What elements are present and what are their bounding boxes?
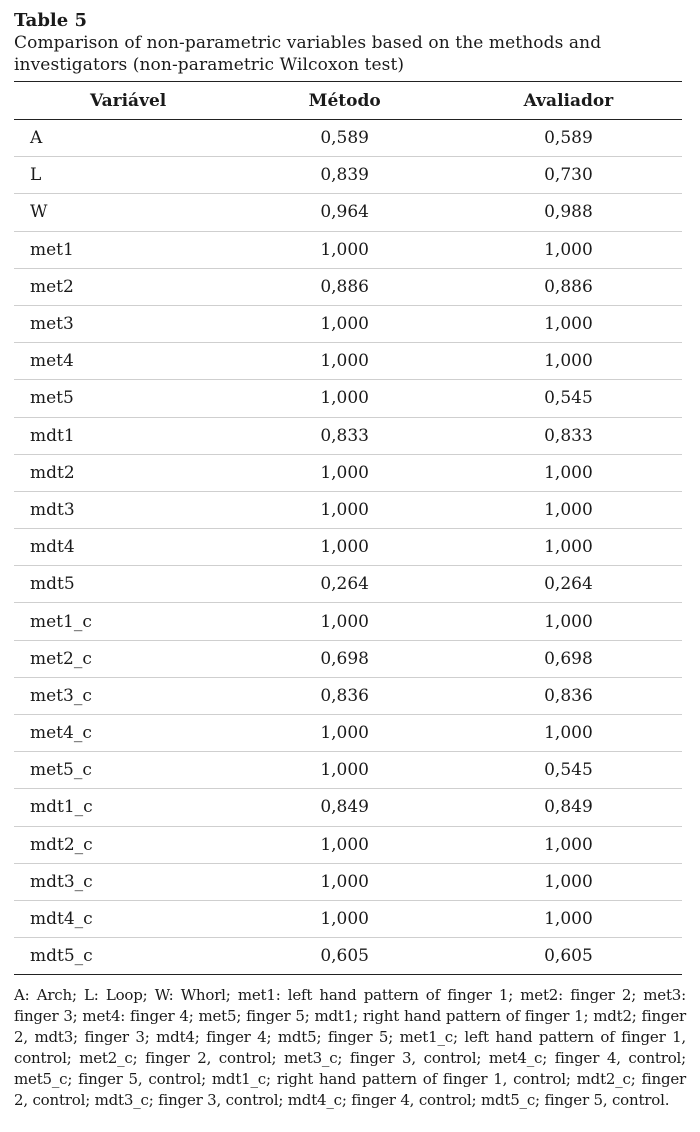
cell-metodo: 1,000 xyxy=(234,752,454,789)
cell-avaliador: 0,545 xyxy=(455,752,682,789)
cell-variavel: mdt3_c xyxy=(30,871,93,892)
cell-variavel: met4_c xyxy=(30,723,92,744)
table-row xyxy=(14,529,682,566)
cell-metodo: 0,698 xyxy=(320,648,369,669)
cell-avaliador: 1,000 xyxy=(455,900,682,937)
cell-variavel: met3_c xyxy=(14,677,234,714)
cell-avaliador: 1,000 xyxy=(544,871,593,892)
table-row xyxy=(14,566,682,603)
cell-metodo: 1,000 xyxy=(234,826,454,863)
cell-avaliador: 0,833 xyxy=(544,425,593,446)
cell-variavel: mdt2_c xyxy=(14,826,234,863)
cell-avaliador: 0,264 xyxy=(544,574,593,595)
results-table xyxy=(14,81,682,975)
cell-variavel: met5_c xyxy=(14,752,234,789)
cell-variavel: mdt4 xyxy=(14,529,234,566)
table-row xyxy=(14,640,682,677)
cell-metodo: 1,000 xyxy=(234,231,454,268)
cell-variavel: met4 xyxy=(30,351,74,372)
cell-avaliador: 1,000 xyxy=(544,723,593,744)
table-row xyxy=(14,268,682,305)
cell-avaliador: 0,605 xyxy=(544,946,593,967)
table-row xyxy=(14,454,682,491)
table-header xyxy=(14,82,682,120)
table-row xyxy=(14,120,682,157)
cell-variavel: mdt1_c xyxy=(30,797,93,818)
cell-metodo: 0,605 xyxy=(320,946,369,967)
table-row xyxy=(14,900,682,937)
cell-variavel: L xyxy=(14,157,234,194)
cell-avaliador: 1,000 xyxy=(455,454,682,491)
cell-avaliador: 0,886 xyxy=(544,276,593,297)
table-row xyxy=(14,789,682,826)
table-row xyxy=(14,938,682,975)
cell-variavel: mdt5 xyxy=(30,574,75,595)
table-row xyxy=(14,305,682,342)
cell-avaliador: 0,698 xyxy=(544,648,593,669)
cell-metodo: 1,000 xyxy=(234,603,454,640)
cell-metodo: 1,000 xyxy=(234,900,454,937)
cell-metodo: 0,964 xyxy=(320,202,369,223)
cell-avaliador: 0,730 xyxy=(455,157,682,194)
table-footnote: A: Arch; L: Loop; W: Whorl; met1: left hand pattern of finger 1; met2: finger 2; met3: finger 3; met4: finger 4; met5; finger 5; mdt1; right hand pattern of finger 1; mdt2; finger 2, mdt3; finger 3; mdt4; finger 4; mdt5; finger 5; met1_c; left hand pattern of finger 1, control; met2_c; finger 2, control; met3_c; finger 3, control; met4_c; finger 4, control; met5_c; finger 5, control; mdt1_c; right hand pattern of finger 1, control; mdt2_c; finger 2, control; mdt3_c; finger 3, control; mdt4_c; finger 4, control; mdt5_c; finger 5, control. xyxy=(14,986,686,1110)
cell-metodo: 0,589 xyxy=(320,128,369,149)
table-row xyxy=(14,417,682,454)
cell-avaliador: 0,589 xyxy=(544,128,593,149)
table-row xyxy=(14,231,682,268)
table-row xyxy=(14,677,682,714)
cell-avaliador: 1,000 xyxy=(544,499,593,520)
cell-variavel: met1_c xyxy=(14,603,234,640)
table-row xyxy=(14,194,682,231)
cell-metodo: 1,000 xyxy=(234,380,454,417)
cell-avaliador: 1,000 xyxy=(544,351,593,372)
cell-metodo: 0,833 xyxy=(320,425,369,446)
cell-metodo: 0,886 xyxy=(320,276,369,297)
header-avaliador: Avaliador xyxy=(455,82,682,120)
cell-variavel: mdt3 xyxy=(30,499,75,520)
cell-metodo: 0,836 xyxy=(234,677,454,714)
table-label: Table 5 xyxy=(14,10,88,31)
cell-avaliador: 0,988 xyxy=(544,202,593,223)
cell-variavel: met2 xyxy=(30,276,74,297)
cell-avaliador: 1,000 xyxy=(455,529,682,566)
header-variavel: Variável xyxy=(14,82,234,120)
cell-metodo: 1,000 xyxy=(234,529,454,566)
cell-metodo: 0,264 xyxy=(320,574,369,595)
cell-metodo: 1,000 xyxy=(234,454,454,491)
header-row xyxy=(14,82,682,120)
cell-avaliador: 1,000 xyxy=(455,603,682,640)
table-row xyxy=(14,380,682,417)
table-row xyxy=(14,343,682,380)
cell-avaliador: 0,545 xyxy=(455,380,682,417)
cell-variavel: mdt2 xyxy=(14,454,234,491)
cell-metodo: 1,000 xyxy=(320,723,369,744)
header-metodo: Método xyxy=(234,82,454,120)
cell-variavel: W xyxy=(30,202,48,223)
cell-variavel: mdt1 xyxy=(30,425,75,446)
cell-avaliador: 0,836 xyxy=(455,677,682,714)
table-row xyxy=(14,715,682,752)
cell-avaliador: 1,000 xyxy=(455,231,682,268)
cell-variavel: met3 xyxy=(14,305,234,342)
cell-avaliador: 0,849 xyxy=(544,797,593,818)
table-row xyxy=(14,157,682,194)
cell-avaliador: 1,000 xyxy=(455,826,682,863)
table-body xyxy=(14,120,682,975)
cell-variavel: met1 xyxy=(14,231,234,268)
cell-metodo: 0,849 xyxy=(320,797,369,818)
table-row xyxy=(14,603,682,640)
table-row xyxy=(14,491,682,528)
table-row xyxy=(14,826,682,863)
cell-metodo: 0,839 xyxy=(234,157,454,194)
cell-metodo: 1,000 xyxy=(234,305,454,342)
cell-avaliador: 1,000 xyxy=(455,305,682,342)
cell-variavel: met2_c xyxy=(30,648,92,669)
cell-variavel: A xyxy=(30,128,43,149)
table-row xyxy=(14,863,682,900)
cell-variavel: met5 xyxy=(14,380,234,417)
cell-variavel: mdt5_c xyxy=(30,946,93,967)
cell-metodo: 1,000 xyxy=(320,351,369,372)
table-caption: Comparison of non-parametric variables based on the methods and investigators (non-parametric Wilcoxon test) xyxy=(14,33,602,75)
table-row xyxy=(14,752,682,789)
cell-metodo: 1,000 xyxy=(320,499,369,520)
cell-variavel: mdt4_c xyxy=(14,900,234,937)
cell-metodo: 1,000 xyxy=(320,871,369,892)
